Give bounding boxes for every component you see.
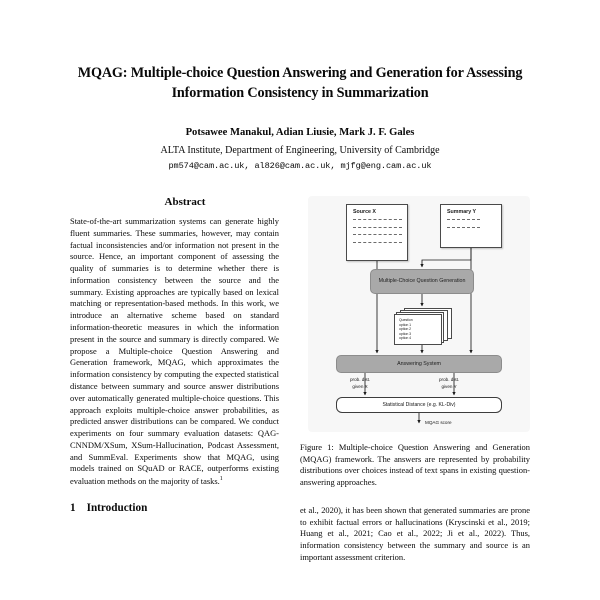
figure-caption: Figure 1: Multiple-choice Question Answering and Generation (MQAG) framework. The answers are represented by probability distributions over choices instead of text spans in existing question-answering approaches. [300, 442, 530, 488]
prob-dist-x-line1: prob. dist. [350, 377, 371, 382]
right-column-paragraph: et al., 2020), it has been shown that generated summaries are prone to exhibit factual errors or hallucinations (Kryscinski et al., 2019; Huang et al., 2021; Cao et al., 2022; Ji et al., 2022). Thus, information consistency between the summary and source is an important assessment criterion. [300, 504, 530, 562]
two-column-body [0, 196, 600, 600]
figure-diagram [308, 196, 530, 432]
prob-dist-y-line1: prob. dist. [439, 377, 460, 382]
answering-system-node: Answering System [336, 355, 502, 373]
author-list: Potsawee Manakul, Adian Liusie, Mark J. F. Gales [185, 127, 415, 139]
doc-line [353, 219, 402, 220]
question-generation-node: Multiple-Choice Question Generation [370, 269, 474, 294]
doc-line [353, 227, 402, 228]
page-title: MQAG: Multiple-choice Question Answering and Generation for Assessing Information Consistency in Summarization [77, 65, 523, 102]
prob-dist-x-label [350, 377, 370, 390]
summary-text-lines [447, 219, 501, 228]
affiliation: ALTA Institute, Department of Engineering, University of Cambridge [160, 145, 440, 157]
left-column [70, 196, 300, 514]
title-block [59, 0, 541, 171]
question-card-content [395, 315, 441, 341]
prob-dist-y-line2: given Y [441, 383, 457, 389]
source-document-box [346, 204, 408, 261]
summary-box-label: Summary Y [447, 209, 477, 215]
statistical-distance-node: Statistical Distance (e.g. KL-Div) [336, 397, 502, 413]
question-card-line: option 4 [399, 336, 412, 341]
doc-line [353, 242, 402, 243]
footnote-marker: 1 [219, 476, 223, 483]
source-box-label: Source X [353, 209, 376, 215]
prob-dist-y-label [439, 377, 459, 390]
question-card-line: option 2 [399, 327, 412, 332]
question-card-stack [394, 308, 452, 344]
question-card-front [394, 314, 442, 345]
question-card-line: option 3 [399, 331, 412, 336]
mqag-score-label: MQAG score [425, 420, 452, 425]
section-heading-introduction [70, 502, 300, 514]
abstract-heading: Abstract [164, 196, 206, 208]
doc-line [353, 234, 402, 235]
doc-line [447, 227, 480, 228]
section-number: 1 [70, 501, 76, 514]
question-card-line: Question [399, 318, 413, 322]
source-text-lines [353, 219, 407, 243]
question-card-line: option 1 [399, 322, 412, 327]
summary-document-box [440, 204, 502, 248]
author-emails: pm574@cam.ac.uk, al826@cam.ac.uk, mjfg@eng.cam.ac.uk [168, 160, 432, 171]
abstract-text [70, 216, 279, 488]
abstract-paragraph: State-of-the-art summarization systems can generate highly fluent summaries. These summaries, however, may contain factual inconsistencies and/or information not present in the source. Hence, an important component of assessing the quality of summaries is to determine whether there is information consistency between the source and the summary. Existing approaches are typically based on lexical matching or representation-based methods. In this work, we introduce an alternative scheme based on standard information-theoretic measures in which the information present in the source and summary is directly compared. We propose a Multiple-choice Question Answering and Generation framework, MQAG, which approximates the information consistency by computing the expected statistical distance between summary and source answer distributions over automatically generated multiple-choice questions. This approach exploits multiple-choice answer probabilities, as predicted answer distributions can be compared. We conduct experiments on four summary evaluation datasets: QAG-CNNDM/XSum, XSum-Hallucination, Podcast Assessment, and SummEval. Experiments show that MQAG, using models trained on SQuAD or RACE, outperforms existing evaluation methods on the majority of tasks. [70, 216, 279, 486]
doc-line [447, 219, 480, 220]
section-label: Introduction [86, 501, 148, 514]
figure-1 [308, 196, 530, 432]
prob-dist-x-line2: given X [352, 383, 368, 389]
right-column [300, 196, 530, 564]
